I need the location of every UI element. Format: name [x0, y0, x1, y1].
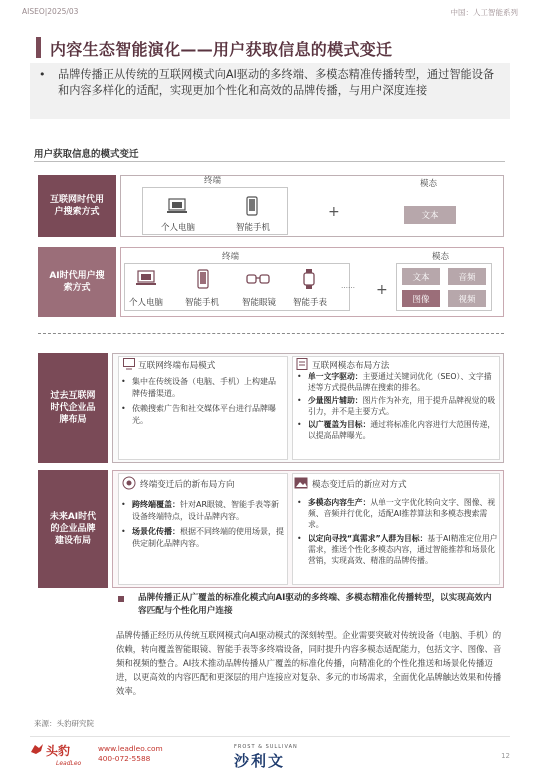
touch-icon	[122, 476, 136, 490]
partner-logo-top: FROST & SULLIVAN	[234, 744, 298, 750]
page-number: 12	[501, 752, 510, 760]
section-divider	[34, 161, 505, 162]
past-left-list	[120, 376, 280, 430]
device-label: 个人电脑	[160, 223, 195, 233]
leopard-logo-icon	[30, 742, 44, 756]
list-item: • 场景化传播：根据不同终端的使用场景，提供定制化品牌内容。	[120, 526, 286, 551]
list-item: • 多模态内容生产：从单一文字优化转向文字、图像、视频、音频并行优化，适配AI推荐算法和多模态搜索需求。	[296, 497, 498, 531]
body-paragraph: 品牌传播正经历从传统互联网模式向AI驱动模式的深刻转型。企业需要突破对传统设备（电脑、手机）的依赖，转向覆盖智能眼镜、智能手表等多终端设备，同时提升内容多模态适配能力，包括文字、图像、音频和视频的整合。AI技术推动品牌传播从广覆盖的标准化传播，向精准化的个性化推送和场景化传播迈进，以更高效的内容匹配和更深层的用户连接应对复杂、多元的市场需求，全面优化品牌触达效果和传播效率。	[116, 630, 502, 696]
laptop-icon	[136, 270, 156, 286]
terminal-caption-2: 终端	[222, 252, 240, 262]
phone-icon	[246, 196, 258, 216]
modal-video-box: 视频	[448, 290, 486, 307]
phone-icon	[197, 269, 209, 289]
conclusion-marker	[118, 596, 124, 602]
list-item: • 跨终端覆盖：针对AR眼镜、智能手表等新设备终端特点，设计品牌内容。	[120, 499, 286, 524]
device-label: 个人电脑	[128, 298, 163, 308]
modal-text-box: 文本	[402, 268, 440, 285]
summary-bullet: •	[39, 68, 46, 81]
title-accent-bar	[36, 37, 41, 58]
glasses-icon	[246, 273, 270, 285]
plus-sign: +	[376, 282, 388, 298]
plus-sign: +	[328, 204, 340, 220]
modal-image-box: 图像	[402, 290, 440, 307]
past-left-heading: 互联网终端布局模式	[138, 361, 216, 371]
conclusion-text: 品牌传播正从广覆盖的标准化模式向AI驱动的多终端、多模态精准化传播转型，以实现高效内容匹配与个性化用户连接	[138, 593, 492, 616]
laptop-icon	[167, 198, 187, 214]
page-title: 内容生态智能演化——用户获取信息的模式变迁	[50, 40, 393, 59]
device-label: 智能手机	[235, 223, 270, 233]
future-right-heading: 模态变迁后的新应对方式	[312, 480, 407, 490]
partner-logo: 沙利文	[234, 752, 286, 770]
summary-text: 品牌传播正从传统的互联网模式向AI驱动的多终端、多模态精准传播转型，通过智能设备和内容多样化的适配，实现更加个性化和高效的品牌传播，与用户深度连接	[58, 68, 495, 97]
modal-audio-box: 音频	[448, 268, 486, 285]
modal-caption-1: 模态	[420, 179, 438, 189]
device-label: 智能手机	[184, 298, 219, 308]
list-item: • 单一文字驱动：主要通过关键词优化（SEO）、文字描述等方式提供品牌在搜索的排名。	[296, 371, 498, 393]
document-icon	[296, 358, 308, 370]
device-ellipsis: ……	[341, 282, 355, 290]
row-label-ai: AI时代用户搜索方式	[38, 247, 116, 317]
brand-sub: LeadLeo	[56, 760, 82, 767]
dashed-divider	[38, 333, 504, 334]
brand-logo: 头豹	[46, 744, 71, 758]
source-note: 来源：头豹研究院	[34, 719, 94, 728]
summary-box	[30, 63, 510, 119]
list-item: • 以定向寻找“真需求”人群为目标：基于AI精准定位用户需求，推送个性化多模态内容，通过智能推荐和场景化营销，实现高效、精准的品牌传播。	[296, 533, 498, 567]
past-right-list	[296, 371, 498, 443]
image-icon	[294, 477, 308, 489]
section-title: 用户获取信息的模式变迁	[34, 149, 139, 160]
modal-text-box: 文本	[404, 206, 456, 224]
footer-divider	[30, 736, 510, 737]
watch-icon	[303, 269, 315, 289]
footer-phone: 400-072-5588	[98, 754, 151, 763]
row-label-past: 过去互联网时代企业品牌布局	[38, 353, 108, 463]
footer-website[interactable]: www.leadleo.com	[98, 744, 163, 753]
header-right: 中国：人工智能系列	[450, 8, 518, 17]
device-label: 智能手表	[292, 298, 327, 308]
terminal-caption-1: 终端	[204, 176, 222, 186]
device-label: 智能眼镜	[241, 298, 276, 308]
past-right-heading: 互联网模态布局方法	[312, 361, 390, 371]
monitor-icon	[123, 358, 135, 370]
list-item: • 以广覆盖为目标：通过将标准化内容进行大范围传递，以提高品牌曝光。	[296, 419, 498, 441]
list-item: • 少量图片辅助：图片作为补充，用于提升品牌视觉的吸引力，并不是主要方式。	[296, 395, 498, 417]
future-right-list	[296, 497, 498, 568]
modal-caption-2: 模态	[432, 252, 450, 262]
header-left: AISEO|2025/03	[22, 7, 79, 16]
list-item: • 集中在传统设备（电脑、手机）上构建品牌传播渠道。	[120, 376, 280, 401]
row-label-internet: 互联网时代用户搜索方式	[38, 175, 116, 237]
row-label-future: 未来AI时代的企业品牌建设布局	[38, 470, 108, 588]
future-left-heading: 终端变迁后的新布局方向	[140, 480, 235, 490]
list-item: • 依赖搜索广告和社交媒体平台进行品牌曝光。	[120, 403, 280, 428]
future-left-list	[120, 499, 286, 553]
